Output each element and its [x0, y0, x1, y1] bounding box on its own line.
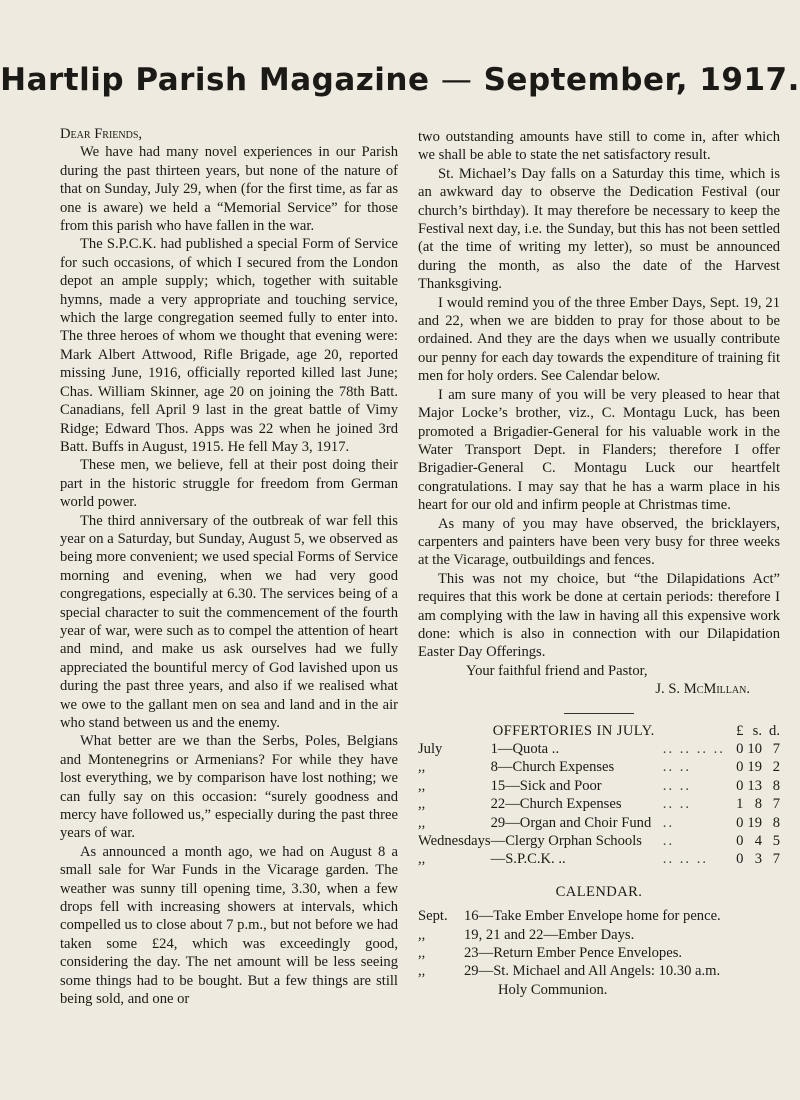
- offertories-table: [418, 722, 780, 869]
- row-shillings: 3: [754, 851, 762, 868]
- row-dots: ..: [662, 814, 675, 831]
- row-dots: .. .. ..: [662, 851, 708, 868]
- page-title: [0, 62, 800, 98]
- table-row: [418, 814, 780, 832]
- row-shillings: 13: [747, 777, 762, 794]
- title-part-a: Hartlip Parish Magazine: [0, 62, 430, 98]
- row-pence: 2: [772, 759, 780, 776]
- list-item: [418, 907, 780, 925]
- row-pounds: 0: [736, 814, 744, 831]
- row-item: 1—Quota ..: [490, 741, 560, 757]
- row-dots: .. .. .. ..: [662, 741, 725, 757]
- section-divider: [564, 713, 634, 714]
- row-item: —Clergy Orphan Schools: [490, 833, 642, 850]
- row-pence: 5: [772, 833, 780, 850]
- list-item: [418, 926, 780, 944]
- pounds-header: £: [736, 722, 744, 739]
- row-dots: .. ..: [662, 759, 692, 776]
- row-month: ,,: [418, 759, 426, 776]
- pence-header: d.: [769, 722, 780, 739]
- calendar-entry: 23—Return Ember Pence Envelopes.: [464, 945, 683, 962]
- row-shillings: 4: [754, 833, 762, 850]
- letter-signature: J. S. McMillan.: [655, 681, 750, 698]
- letter-closing: Your faithful friend and Pastor,: [466, 662, 648, 679]
- row-pence: 8: [772, 777, 780, 794]
- row-item: 15—Sick and Poor: [490, 777, 602, 794]
- letter-paragraph: We have had many novel experiences in our Parish during the past thirteen years, but none of the nature of that on Sunday, July 29, when (for the first time, as far as one is aware) we held a “Memorial Service” for those from this parish who have fallen in the war.: [60, 144, 398, 235]
- table-row: [418, 758, 780, 776]
- row-pounds: 0: [736, 833, 744, 850]
- row-month: ,,: [418, 777, 426, 794]
- letter-paragraph: I am sure many of you will be very pleased to hear that Major Locke’s brother, viz., C. Montagu Luck, has been promoted a Brigadier-General for his valuable work in the Water Transport Dept. in Flanders; therefore I offer Brigadier-General C. Montagu Luck our heartfelt congratulations. I may say that he has a warm place in his heart for our old and infirm people at Christmas time.: [418, 386, 780, 514]
- row-pence: 7: [772, 741, 780, 757]
- row-shillings: 8: [754, 796, 762, 813]
- row-month: July: [418, 741, 443, 757]
- calendar-entry: 19, 21 and 22—Ember Days.: [464, 926, 635, 943]
- calendar-continuation: Holy Communion.: [498, 981, 608, 998]
- row-dots: .. ..: [662, 777, 692, 794]
- row-month: ,,: [418, 851, 426, 868]
- calendar-month: ,,: [418, 926, 426, 943]
- shillings-header: s.: [752, 722, 762, 739]
- calendar-entry: 29—St. Michael and All Angels: 10.30 a.m.: [464, 963, 721, 980]
- row-dots: .. ..: [662, 796, 692, 813]
- row-pounds: 0: [736, 759, 744, 776]
- letter-paragraph: As announced a month ago, we had on August 8 a small sale for War Funds in the Vicarage garden. The weather was sunny till opening time, 3.30, when a few drops fell with increasing showers at intervals, which compelled us to close about 7 p.m., but not before we had taken some £24, which was exceedingly good, considering the day. The net amount will be less seeing some things had to be bought. But a few things are still being sold, and one or: [60, 843, 398, 1008]
- letter-paragraph: This was not my choice, but “the Dilapidations Act” requires that this work be done at certain periods: therefore I am complying with the law in having all this expensive work done: which is also in connection with our Dilapidation Easter Day Offerings.: [418, 570, 780, 661]
- row-month: ,,: [418, 796, 426, 813]
- row-pence: 7: [772, 851, 780, 868]
- left-column: [60, 125, 398, 1009]
- row-pence: 7: [772, 796, 780, 813]
- letter-paragraph: The S.P.C.K. had published a special Form of Service for such occasions, of which I secured from the London depot an ample supply; which, together with suitable hymns, made a very appropriate and touching service, which the large congregation seemed fully to enter into. The three heroes of whom we thought that evening were: Mark Albert Attwood, Rifle Brigade, age 20, reported missing June, 1916, officially reported killed last June; Chas. William Skinner, age 20 on joining the 78th Batt. Canadians, fell April 9 last in the great battle of Vimy Ridge; Edward Thos. Apps was 22 when he joined 3rd Batt. Buffs in August, 1915. He fell May 3, 1917.: [60, 236, 398, 455]
- row-pence: 8: [772, 814, 780, 831]
- offertories-heading: OFFERTORIES IN JULY.: [492, 722, 655, 739]
- letter-paragraph: St. Michael’s Day falls on a Saturday this time, which is an awkward day to observe the Dedication Festival (our church’s birthday). It may therefore be necessary to keep the Festival next day, i.e. the Sunday, but this has not been settled (at the time of writing my letter), so must be announced during the month, as also the date of the Harvest Thanksgiving.: [418, 165, 780, 293]
- letter-continuation: two outstanding amounts have still to come in, after which we shall be able to state the net satisfactory result.: [418, 129, 780, 164]
- row-item: 8—Church Expenses: [490, 759, 615, 776]
- row-item: 29—Organ and Choir Fund: [490, 814, 652, 831]
- letter-paragraph: I would remind you of the three Ember Days, Sept. 19, 21 and 22, when we are bidden to pray for those about to be ordained. And they are the days when we usually contribute our penny for each day towards the expenditure of training fit men for holy orders. See Calendar below.: [418, 294, 780, 385]
- row-shillings: 19: [747, 759, 762, 776]
- row-shillings: 10: [747, 741, 762, 757]
- table-row: [418, 740, 780, 758]
- calendar-heading: CALENDAR.: [555, 883, 643, 900]
- table-row: [418, 777, 780, 795]
- salutation: Dear Friends,: [60, 126, 143, 142]
- calendar-month: ,,: [418, 945, 426, 962]
- row-item: —S.P.C.K. ..: [490, 851, 566, 868]
- row-shillings: 19: [747, 814, 762, 831]
- letter-paragraph: As many of you may have observed, the bricklayers, carpenters and painters have been very busy for three weeks at the Vicarage, outbuildings and fences.: [418, 515, 780, 569]
- row-dots: ..: [662, 833, 675, 850]
- calendar-month: Sept.: [418, 908, 448, 925]
- title-part-b: September, 1917.: [483, 62, 800, 98]
- row-pounds: 0: [736, 741, 744, 757]
- table-row: [418, 832, 780, 850]
- letter-paragraph: These men, we believe, fell at their post doing their part in the historic struggle for freedom from German world power.: [60, 457, 398, 511]
- row-month: Wednesdays: [418, 833, 491, 850]
- letter-paragraph: The third anniversary of the outbreak of war fell this year on a Saturday, but Sunday, August 5, we observed as being more convenient; we used special Forms of Service morning and evening, when we had very good congregations, especially at 6.30. The services being of a special character to suit the commencement of the fourth year of war, were such as to compel the attention of heart and mind, and make us ask ourselves had we fully appreciated the bountiful mercy of God lavished upon us during the past three years, and also if we realised what we owe to the gallant men on sea and land and in the air who stand between us and the enemy.: [60, 512, 398, 731]
- row-item: 22—Church Expenses: [490, 796, 622, 813]
- list-item: [418, 962, 780, 980]
- calendar-entry: 16—Take Ember Envelope home for pence.: [464, 908, 721, 925]
- offertories-header-row: [418, 722, 780, 740]
- calendar-month: ,,: [418, 963, 426, 980]
- row-pounds: 0: [736, 851, 744, 868]
- table-row: [418, 795, 780, 813]
- title-dash: —: [440, 62, 473, 98]
- right-column: [418, 128, 780, 999]
- row-pounds: 1: [736, 796, 744, 813]
- row-pounds: 0: [736, 777, 744, 794]
- table-row: [418, 850, 780, 868]
- letter-paragraph: What better are we than the Serbs, Poles, Belgians and Montenegrins or Armenians? For while they have lost everything, we by comparison have lost nothing; we can fully say on this occasion: “surely goodness and mercy have followed us,” especially during the past three years of war.: [60, 733, 398, 842]
- calendar-list: [418, 907, 780, 999]
- row-month: ,,: [418, 814, 426, 831]
- list-item: [418, 944, 780, 962]
